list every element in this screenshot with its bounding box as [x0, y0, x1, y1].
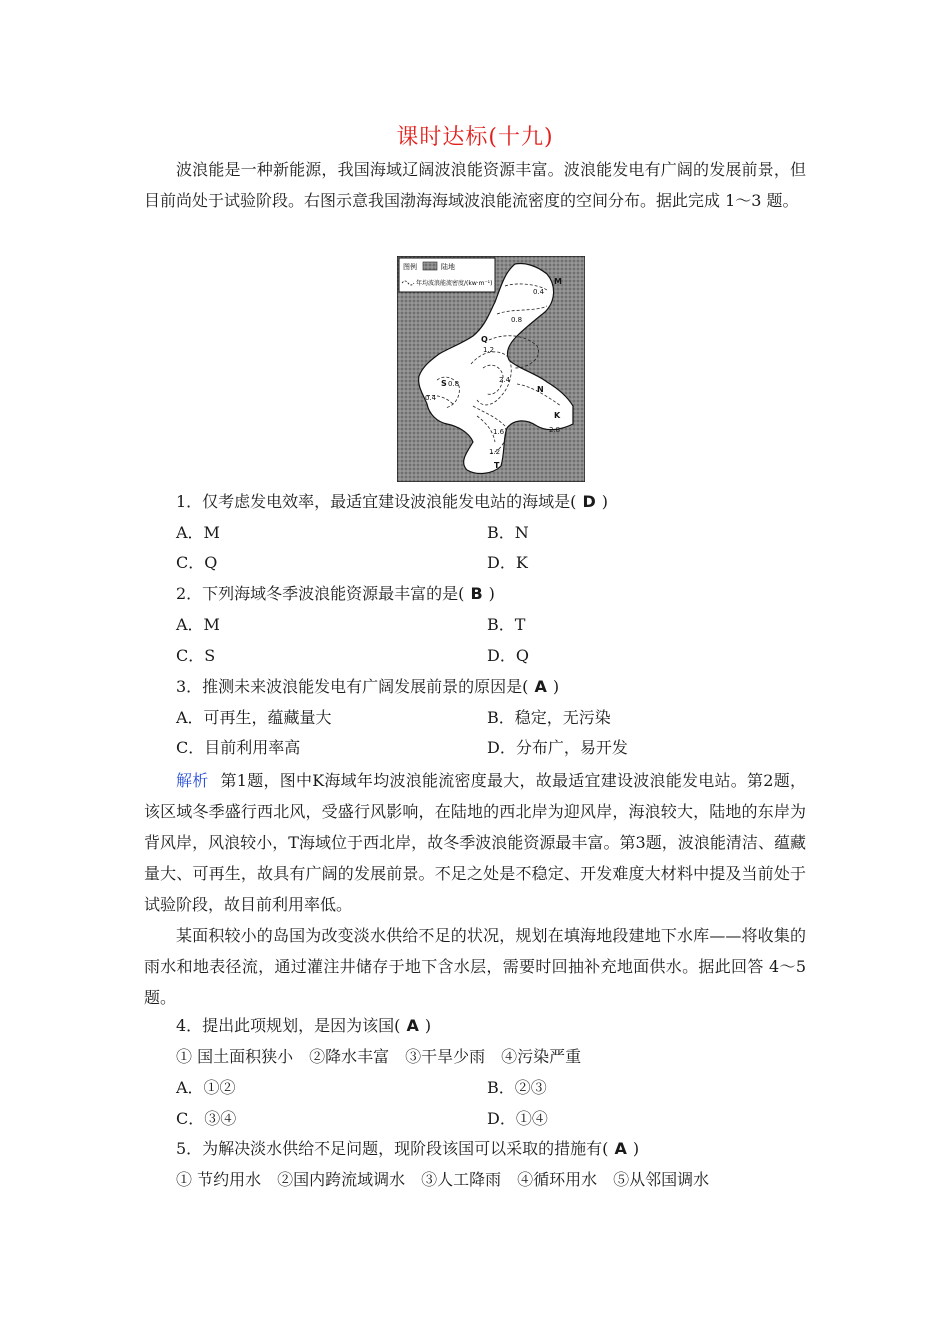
option-b: B．N [487, 523, 529, 542]
option-d: D．分布广，易开发 [487, 738, 628, 757]
question-close: ) [424, 1016, 432, 1035]
question-stem: 5．为解决淡水供给不足问题，现阶段该国可以采取的措施有( [176, 1139, 609, 1158]
analysis-label: 解析 [176, 771, 209, 790]
option-c: C．③④ [176, 1109, 237, 1128]
option-c: C．Q [176, 553, 218, 572]
map-value: 0.4 [425, 394, 437, 402]
question-close: ) [601, 492, 608, 511]
option-c: C．目前利用率高 [176, 738, 301, 757]
option-d: D．K [487, 553, 528, 572]
map-value: 1.2 [483, 346, 495, 354]
option-a: A．可再生，蕴藏量大 [176, 708, 332, 727]
map-value: 2.4 [499, 376, 511, 384]
legend-title: 图例 [403, 263, 417, 271]
legend-land-label: 陆地 [441, 263, 455, 271]
question-stem: 4．提出此项规划，是因为该国( [176, 1016, 401, 1035]
analysis-paragraph [144, 765, 806, 920]
answer-badge: A [406, 1016, 419, 1035]
map-label-n: N [537, 385, 544, 394]
option-a: A．①② [176, 1078, 236, 1097]
answer-badge: A [614, 1139, 627, 1158]
question-3 [176, 676, 559, 698]
option-a: A．M [176, 523, 220, 542]
question-4 [176, 1015, 431, 1037]
question-5 [176, 1138, 639, 1160]
option-d: D．Q [487, 646, 529, 665]
map-label-m: M [554, 277, 562, 286]
option-b: B．稳定，无污染 [487, 708, 611, 727]
answer-badge: D [582, 492, 596, 511]
map-label-q: Q [481, 335, 488, 344]
map-value: 2.8 [549, 426, 561, 434]
map-value: 0.4 [533, 288, 545, 296]
question-5-items: ① 节约用水 ②国内跨流域调水 ③人工降雨 ④循环用水 ⑤从邻国调水 [176, 1170, 710, 1189]
option-a: A．M [176, 615, 220, 634]
intro-paragraph-1: 波浪能是一种新能源，我国海域辽阔波浪能资源丰富。波浪能发电有广阔的发展前景，但目前尚处于试验阶段。右图示意我国渤海海域波浪能流密度的空间分布。据此完成 1～3 题。 [144, 160, 806, 210]
map-value: 0.8 [511, 316, 523, 324]
map-label-t: T [494, 461, 500, 470]
question-2 [176, 583, 495, 605]
map-value: 1.6 [493, 428, 505, 436]
question-stem: 1．仅考虑发电效率，最适宜建设波浪能发电站的海域是( [176, 492, 577, 511]
question-close: ) [552, 677, 560, 696]
answer-badge: A [534, 677, 547, 696]
option-d: D．①④ [487, 1109, 548, 1128]
question-close: ) [488, 584, 495, 603]
option-c: C．S [176, 646, 216, 665]
question-stem: 3．推测未来波浪能发电有广阔发展前景的原因是( [176, 677, 529, 696]
option-b: B．②③ [487, 1078, 547, 1097]
map-value: 1.2 [489, 448, 501, 456]
map-label-k: K [554, 411, 561, 420]
legend-contour-label: 年均波浪能流密度/(kw·m⁻¹) [416, 280, 493, 287]
question-close: ) [632, 1139, 640, 1158]
option-b: B．T [487, 615, 526, 634]
page-title: 课时达标(十九) [396, 125, 554, 150]
map-value: 0.8 [448, 380, 460, 388]
question-1 [176, 491, 608, 513]
question-stem: 2．下列海域冬季波浪能资源最丰富的是( [176, 584, 465, 603]
question-4-items: ① 国土面积狭小 ②降水丰富 ③干旱少雨 ④污染严重 [176, 1047, 582, 1066]
intro-paragraph-2: 某面积较小的岛国为改变淡水供给不足的状况，规划在填海地段建地下水库——将收集的雨水和地表径流，通过灌注井储存于地下含水层，需要时回抽补充地面供水。据此回答 4～5 题。 [144, 926, 806, 1007]
bohai-wave-energy-map [397, 256, 585, 482]
answer-badge: B [470, 584, 483, 603]
legend-land-swatch [423, 262, 437, 270]
analysis-text: 第1题，图中K海域年均波浪能流密度最大，故最适宜建设波浪能发电站。第2题，该区域冬季盛行西北风，受盛行风影响，在陆地的西北岸为迎风岸，海浪较大，陆地的东岸为背风岸，风浪较小，T海域位于西北岸，故冬季波浪能资源最丰富。第3题，波浪能清洁、蕴藏量大、可再生，故具有广阔的发展前景。不足之处是不稳定、开发难度大材料中提及当前处于试验阶段，故目前利用率低。 [144, 771, 806, 914]
map-label-s: S [441, 379, 447, 388]
